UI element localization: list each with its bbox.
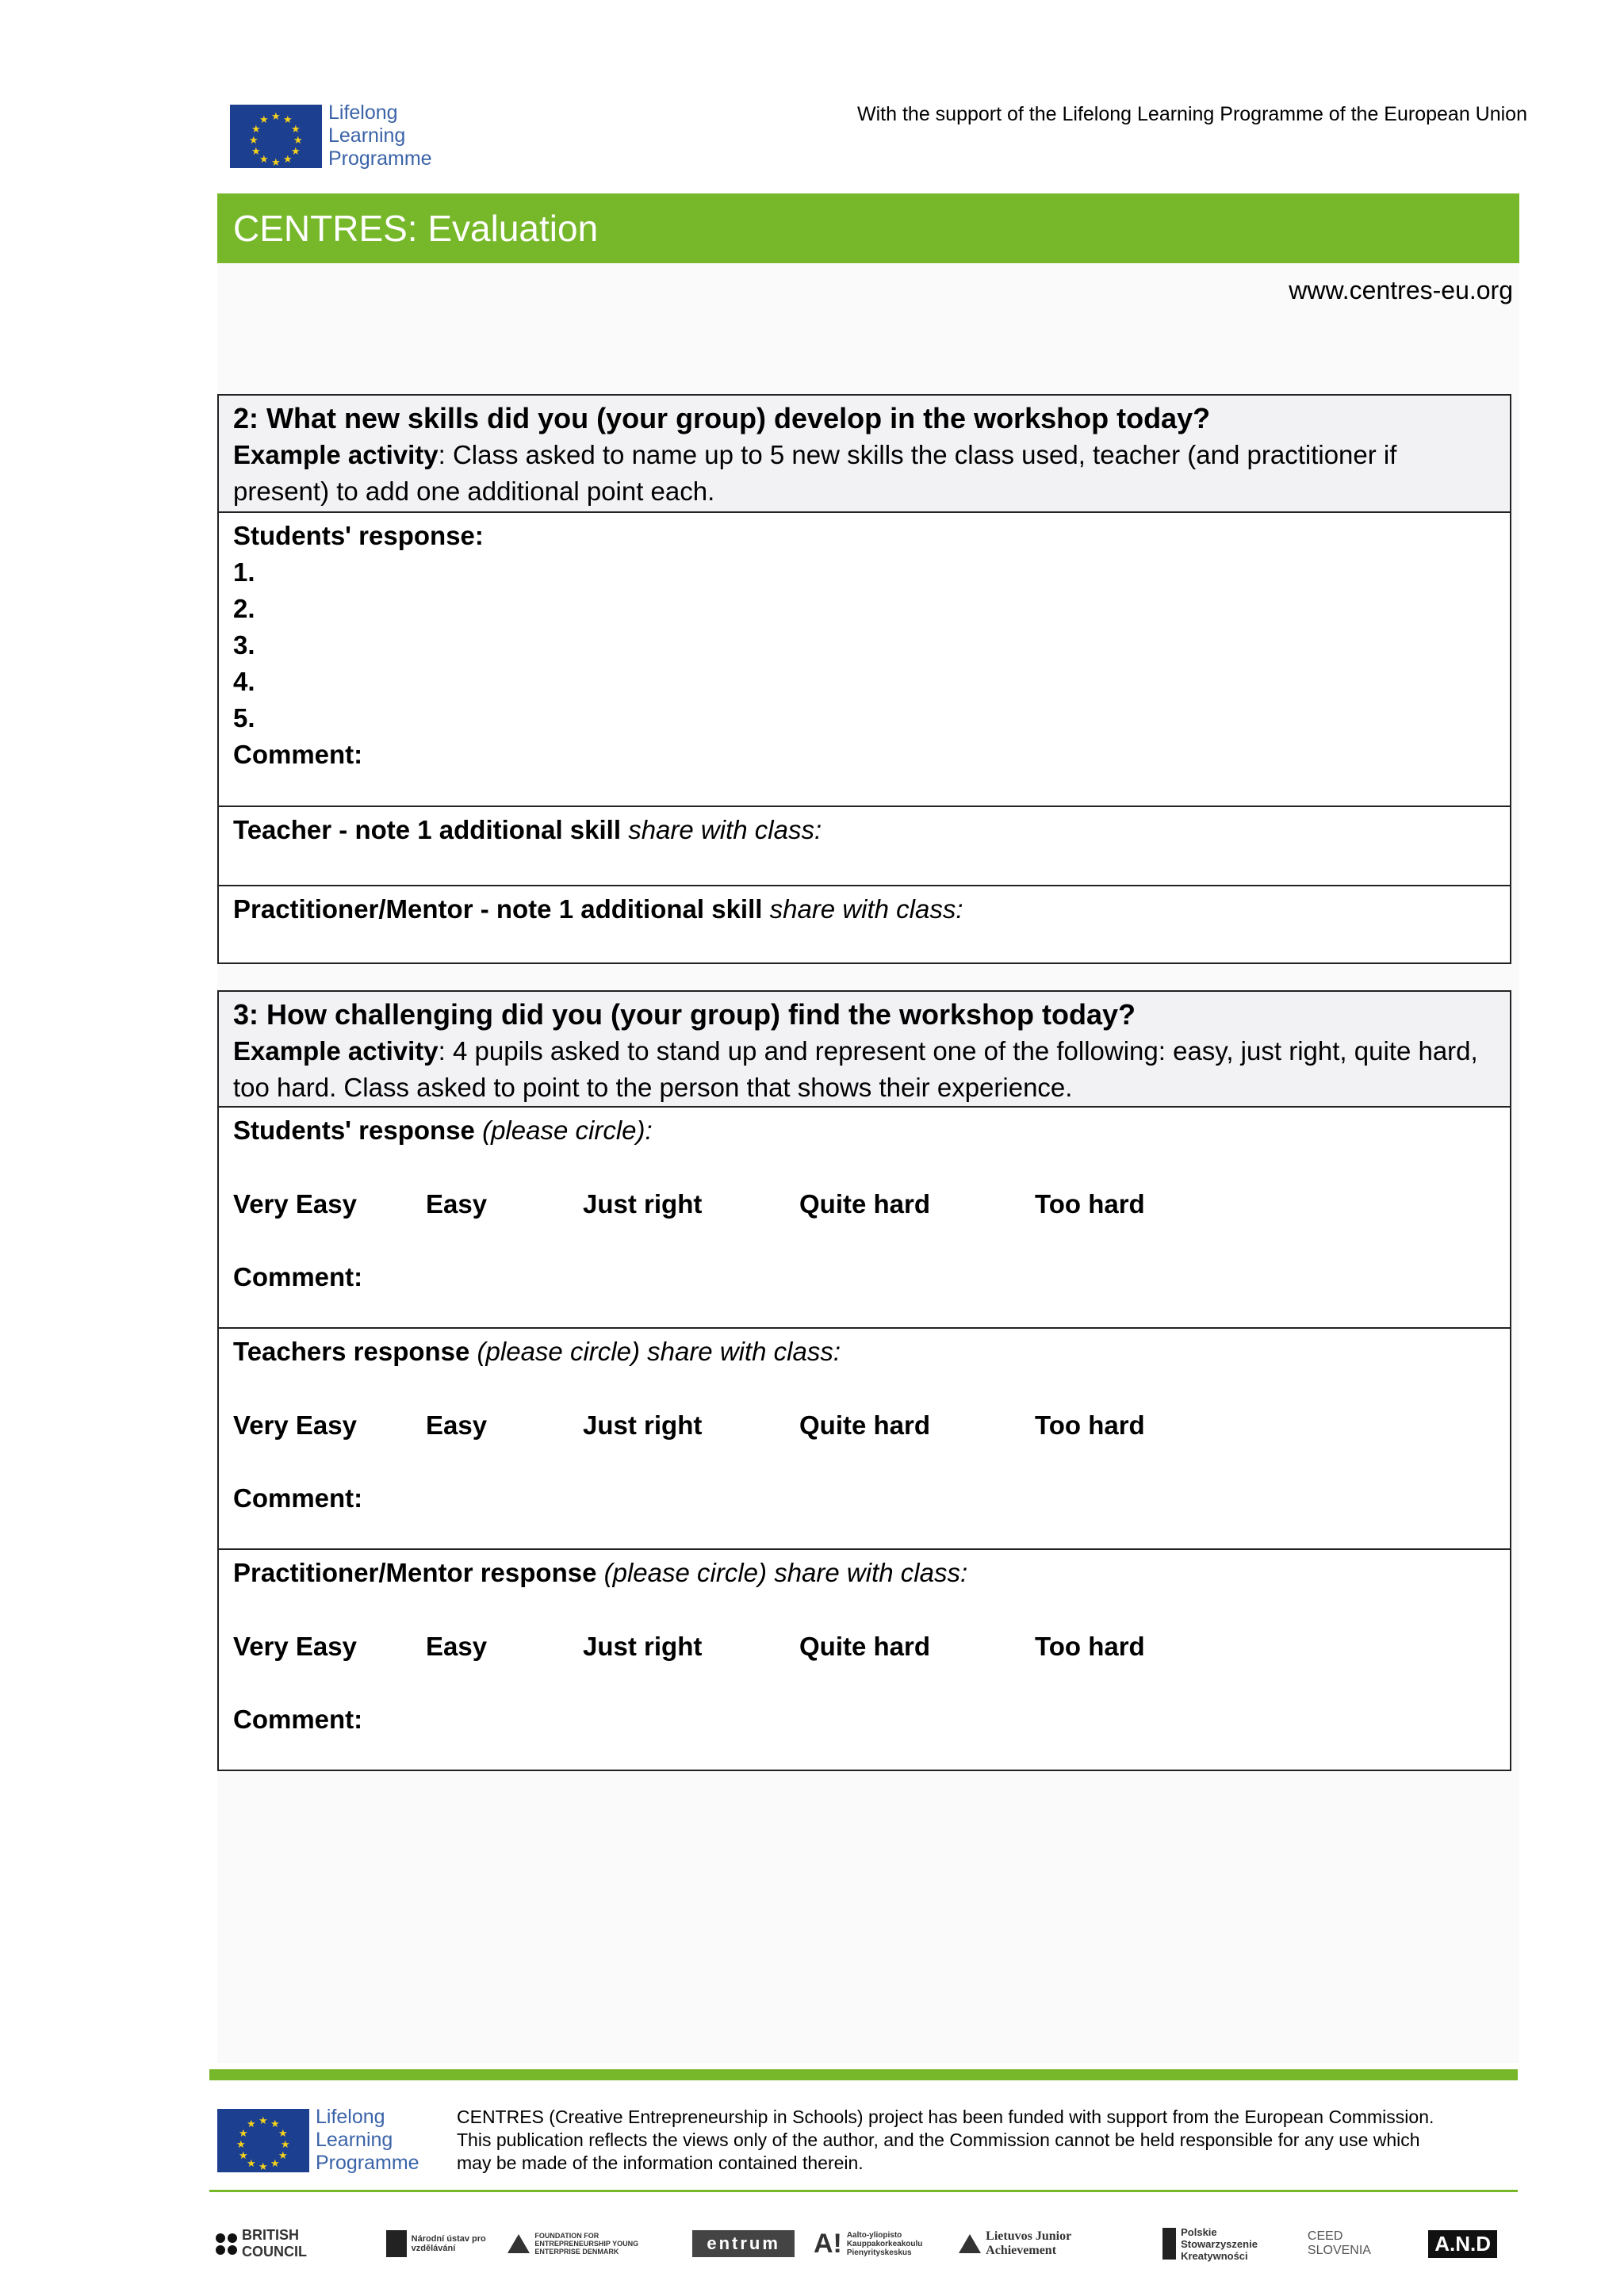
teachers-rating-options [233, 1407, 1496, 1444]
partner-logo-psk: Polskie Stowarzyszenie Kreatywności [1162, 2226, 1289, 2262]
partner-logo-aalto: A! Aalto-yliopisto Kauppakorkeakoulu Pienyrityskeskus [813, 2228, 923, 2259]
llp-logo-text: Lifelong Learning Programme [316, 2106, 419, 2174]
students-rating-cell: Students' response (please circle): Very Easy Easy Just right Quite hard Too hard Comment: [219, 1106, 1510, 1327]
footer-divider [209, 2069, 1518, 2080]
support-statement: With the support of the Lifelong Learning Programme of the European Union [857, 103, 1527, 125]
page-title-banner [217, 193, 1519, 263]
footer-llp-logo [217, 2106, 419, 2175]
question-3-table [217, 990, 1511, 1771]
skill-item-2: 2. [233, 594, 255, 623]
question-3-header [219, 992, 1510, 1106]
funding-disclaimer: CENTRES (Creative Entrepreneurship in Schools) project has been funded with support from the European Commission. This publication reflects the views only of the author, and the Commission cannot be held responsible for any use which may be made of the information contained therein. [457, 2107, 1434, 2173]
llp-logo [230, 101, 432, 170]
practitioner-rating-cell: Practitioner/Mentor response (please circle) share with class: Very Easy Easy Just right Quite hard Too hard Comment: [219, 1548, 1510, 1770]
option-too-hard[interactable]: Too hard [1035, 1632, 1145, 1661]
teacher-skill-label: Teacher - note 1 additional skill [233, 815, 622, 844]
practitioner-rating-label: Practitioner/Mentor response [233, 1558, 597, 1587]
question-2-header [219, 396, 1510, 511]
triangle-icon [508, 2234, 530, 2253]
option-easy[interactable]: Easy [426, 1189, 488, 1219]
option-quite-hard[interactable]: Quite hard [799, 1410, 931, 1440]
footer-rule [209, 2190, 1518, 2192]
question-2-title: 2: What new skills did you (your group) develop in the workshop today? [233, 402, 1211, 434]
eu-flag-icon: ★ ★ ★ ★ ★ ★ ★ ★ ★ ★ ★ ★ [230, 105, 322, 168]
skill-item-4: 4. [233, 667, 255, 696]
option-too-hard[interactable]: Too hard [1035, 1410, 1145, 1440]
comment-label: Comment: [233, 740, 363, 769]
option-easy[interactable]: Easy [426, 1632, 488, 1661]
comment-label: Comment: [233, 1705, 363, 1734]
students-response-cell[interactable] [219, 511, 1510, 806]
option-very-easy[interactable]: Very Easy [233, 1632, 357, 1661]
comment-label: Comment: [233, 1262, 363, 1292]
option-just-right[interactable]: Just right [583, 1410, 703, 1440]
llp-logo-text: Lifelong Learning Programme [328, 101, 432, 170]
teachers-rating-label: Teachers response [233, 1337, 470, 1366]
students-response-label: Students' response: [233, 521, 484, 550]
question-2-table [217, 394, 1511, 964]
practitioner-skill-cell[interactable]: Practitioner/Mentor - note 1 additional skill share with class: [219, 885, 1510, 962]
triangle-icon [959, 2234, 981, 2253]
partner-logo-nuv: Národní ústav pro vzdělávání [386, 2230, 488, 2257]
skill-item-5: 5. [233, 703, 255, 733]
option-too-hard[interactable]: Too hard [1035, 1189, 1145, 1219]
british-council-dots-icon [216, 2233, 237, 2255]
partner-logos [216, 2220, 1516, 2267]
partner-logo-british-council: BRITISH COUNCIL [216, 2227, 367, 2260]
option-quite-hard[interactable]: Quite hard [799, 1632, 931, 1661]
teachers-rating-cell: Teachers response (please circle) share with class: Very Easy Easy Just right Quite hard Too hard Comment: [219, 1327, 1510, 1548]
skill-item-1: 1. [233, 557, 255, 587]
website-link[interactable]: www.centres-eu.org [1289, 276, 1513, 304]
partner-logo-young-enterprise-denmark: FOUNDATION FOR ENTREPRENEURSHIP YOUNG ENTERPRISE DENMARK [508, 2232, 673, 2256]
option-very-easy[interactable]: Very Easy [233, 1410, 357, 1440]
partner-logo-junior-achievement: Lietuvos Junior Achievement [959, 2229, 1143, 2258]
page-title: CENTRES: Evaluation [233, 208, 599, 249]
option-just-right[interactable]: Just right [583, 1189, 703, 1219]
question-3-title: 3: How challenging did you (your group) find the workshop today? [233, 998, 1136, 1031]
partner-logo-ceed: CEED SLOVENIA [1307, 2229, 1371, 2257]
question-2-example: Example activity: Class asked to name up to 5 new skills the class used, teacher (and practitioner if present) to add one additional point each. [233, 440, 1397, 506]
practitioner-skill-label: Practitioner/Mentor - note 1 additional skill [233, 894, 763, 924]
students-rating-label: Students' response [233, 1115, 475, 1145]
teacher-skill-cell[interactable]: Teacher - note 1 additional skill share with class: [219, 806, 1510, 885]
option-just-right[interactable]: Just right [583, 1632, 703, 1661]
partner-logo-entrum: entrum [692, 2230, 795, 2257]
partner-logo-and: A.N.D [1428, 2230, 1497, 2258]
practitioner-rating-options [233, 1628, 1496, 1665]
option-quite-hard[interactable]: Quite hard [799, 1189, 931, 1219]
option-easy[interactable]: Easy [426, 1410, 488, 1440]
students-rating-options [233, 1186, 1496, 1223]
comment-label: Comment: [233, 1483, 363, 1513]
question-3-example: Example activity: 4 pupils asked to stand up and represent one of the following: easy, just right, quite hard, too hard. Class asked to point to the person that shows their experience. [233, 1036, 1478, 1102]
option-very-easy[interactable]: Very Easy [233, 1189, 357, 1219]
skill-item-3: 3. [233, 630, 255, 660]
eu-flag-icon: ★ ★ ★ ★ ★ ★ ★ ★ ★ ★ ★ ★ [217, 2109, 309, 2172]
